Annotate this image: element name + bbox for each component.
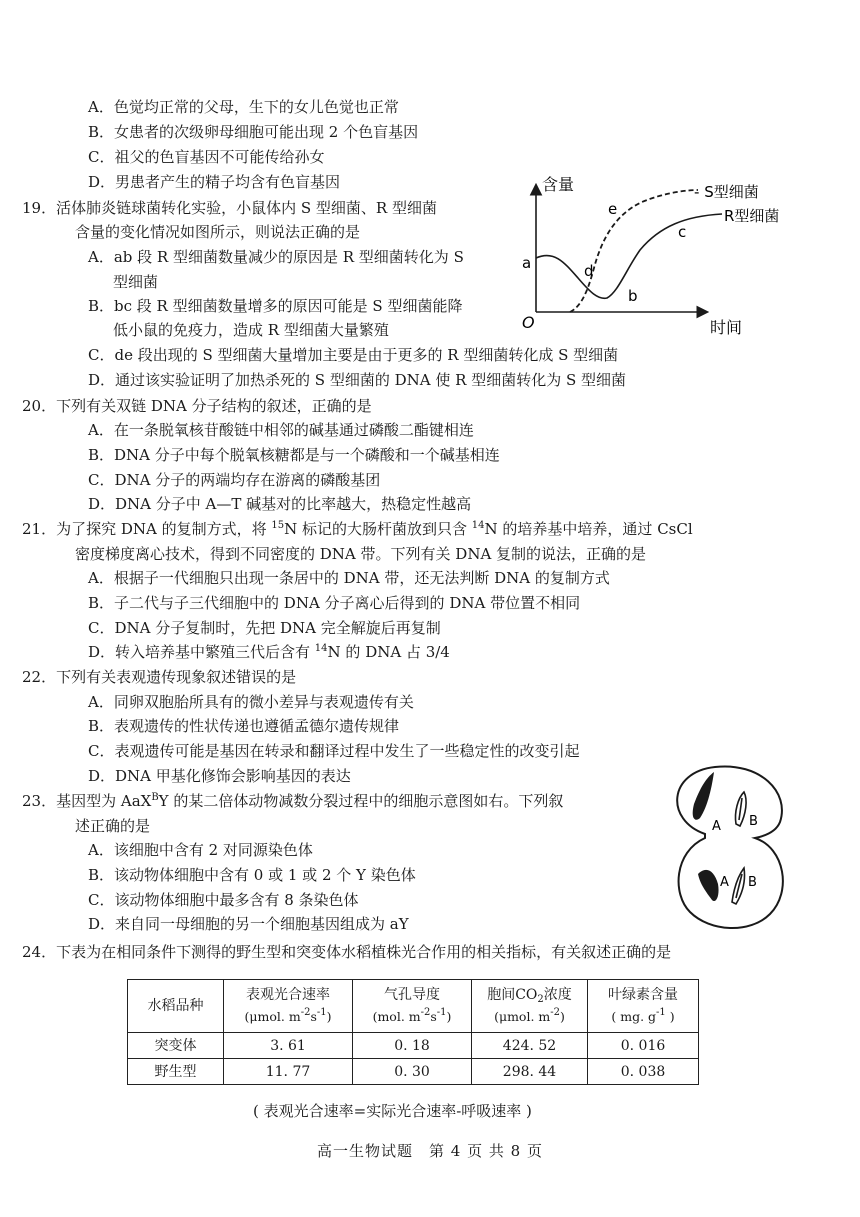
q19-stem-line1: 19．活体肺炎链球菌转化实验，小鼠体内 S 型细菌、R 型细菌 [22, 199, 437, 217]
page-footer: 高一生物试题 第 4 页 共 8 页 [317, 1142, 543, 1160]
q20-option-b: B．DNA 分子中每个脱氧核糖都是与一个磷酸和一个碱基相连 [88, 446, 500, 464]
q19-option-b-cont: 低小鼠的免疫力，造成 R 型细菌大量繁殖 [113, 321, 389, 339]
q21-option-b: B．子二代与子三代细胞中的 DNA 分子离心后得到的 DNA 带位置不相同 [88, 594, 581, 612]
unit-chlorophyll: ( mg. $g^{-1}$ ) [611, 1007, 675, 1024]
q19-option-b: B．bc 段 R 型细菌数量增多的原因可能是 S 型细菌能降 [88, 297, 463, 315]
q23-stem-part1: 23．基因型为 AaX [22, 792, 152, 810]
q20-option-d: D．DNA 分子中 A—T 碱基对的比率越大，热稳定性越高 [88, 495, 472, 513]
q19-option-d: D．通过该实验证明了加热杀死的 S 型细菌的 DNA 使 R 型细菌转化为 S 型细菌 [88, 371, 627, 389]
q21-option-c: C．DNA 分子复制时，先把 DNA 完全解旋后再复制 [88, 619, 441, 637]
cell-apparent-rate: 11. 77 [224, 1059, 353, 1085]
point-a: a [522, 254, 532, 272]
r-curve-label: R型细菌 [724, 207, 780, 225]
cell-outline [677, 766, 783, 928]
cell-co2: 298. 44 [472, 1059, 588, 1085]
n14-superscript: 14 [471, 520, 485, 531]
point-e: e [608, 200, 618, 218]
q18-option-c: C．祖父的色盲基因不可能传给孙女 [88, 148, 325, 166]
q23-option-b: B．该动物体细胞中含有 0 或 1 或 2 个 Y 染色体 [88, 866, 416, 884]
chromosome-bottom-left [698, 870, 719, 901]
origin-label: O [522, 313, 535, 332]
header-co2-concentration [472, 980, 588, 1033]
cell-co2: 424. 52 [472, 1033, 588, 1059]
q22-option-c: C．表观遗传可能是基因在转录和翻译过程中发生了一些稳定性的改变引起 [88, 742, 580, 760]
q21-stem-part1: 21．为了探究 DNA 的复制方式，将 [22, 520, 272, 538]
gene-a-bottom: A [720, 875, 729, 890]
n15-superscript: 15 [271, 520, 285, 531]
q23-option-d: D．来自同一母细胞的另一个细胞基因组成为 aY [88, 915, 409, 933]
point-b: b [628, 287, 638, 305]
xb-superscript: B [151, 792, 159, 803]
table-header-row [128, 980, 699, 1033]
cell-division-figure [660, 762, 800, 937]
header-apparent-rate-label: 表观光合速率 [246, 987, 330, 1003]
s-curve-label: - S型细菌 [694, 183, 759, 201]
q24-stem: 24．下表为在相同条件下测得的野生型和突变体水稻植株光合作用的相关指标，有关叙述正确的是 [22, 943, 672, 961]
q21-option-d [88, 642, 450, 662]
q21-stem-part2: N 标记的大肠杆菌放到只含 [284, 520, 472, 538]
unit-co2: (μmol. $m^{-2}$) [494, 1007, 565, 1024]
cell-apparent-rate: 3. 61 [224, 1033, 353, 1059]
q21-option-d-part2: N 的 DNA 占 3/4 [327, 643, 450, 661]
q19-option-a: A．ab 段 R 型细菌数量减少的原因是 R 型细菌转化为 S [88, 248, 464, 266]
cell-stomatal: 0. 30 [353, 1059, 472, 1085]
unit-stomatal: (mol. $m^{-2}s^{-1}$) [372, 1007, 452, 1024]
x-axis-label: 时间 [710, 318, 743, 337]
q22-option-d: D．DNA 甲基化修饰会影响基因的表达 [88, 767, 351, 785]
q18-option-d: D．男患者产生的精子均含有色盲基因 [88, 173, 341, 191]
q19-option-a-cont: 型细菌 [113, 273, 159, 291]
q22-stem: 22．下列有关表观遗传现象叙述错误的是 [22, 668, 297, 686]
gene-b-top: B [749, 814, 758, 829]
cell-chlorophyll: 0. 016 [588, 1033, 699, 1059]
r-bacteria-curve [536, 214, 722, 298]
gene-a-top: A [712, 819, 721, 834]
header-chlorophyll-label: 叶绿素含量 [608, 987, 678, 1003]
q18-option-a: A．色觉均正常的父母，生下的女儿色觉也正常 [88, 98, 399, 116]
header-stomatal-conductance [353, 980, 472, 1033]
q19-stem-line2: 含量的变化情况如图所示，则说法正确的是 [75, 223, 361, 241]
q23-option-c: C．该动物体细胞中最多含有 8 条染色体 [88, 891, 359, 909]
header-chlorophyll [588, 980, 699, 1033]
q21-option-a: A．根据子一代细胞只出现一条居中的 DNA 带，还无法判断 DNA 的复制方式 [88, 569, 610, 587]
header-apparent-rate [224, 980, 353, 1033]
cell-variety: 野生型 [128, 1059, 224, 1085]
q23-stem-line1 [22, 791, 563, 811]
cell-chlorophyll: 0. 038 [588, 1059, 699, 1085]
q21-stem-line1 [22, 519, 693, 539]
table-row-mutant [128, 1033, 699, 1059]
q23-stem-part2: Y 的某二倍体动物减数分裂过程中的细胞示意图如右。下列叙 [158, 792, 564, 810]
q20-stem: 20．下列有关双链 DNA 分子结构的叙述，正确的是 [22, 397, 372, 415]
q18-option-b: B．女患者的次级卵母细胞可能出现 2 个色盲基因 [88, 123, 419, 141]
q22-option-a: A．同卵双胞胎所具有的微小差异与表观遗传有关 [88, 693, 414, 711]
chromosome-top-right-stripe [739, 798, 742, 820]
cell-variety: 突变体 [128, 1033, 224, 1059]
cell-stomatal: 0. 18 [353, 1033, 472, 1059]
gene-b-bottom: B [748, 875, 757, 890]
q20-option-c: C．DNA 分子的两端均存在游离的磷酸基团 [88, 471, 381, 489]
header-co2-label: 胞间$CO_2$浓度 [487, 987, 572, 1005]
q20-option-a: A．在一条脱氧核苷酸链中相邻的碱基通过磷酸二酯键相连 [88, 421, 474, 439]
q23-option-a: A．该细胞中含有 2 对同源染色体 [88, 841, 313, 859]
photosynthesis-table [127, 979, 699, 1085]
unit-apparent-rate: (μmol. $m^{-2}s^{-1}$) [244, 1007, 332, 1024]
y-axis-label: 含量 [542, 175, 575, 194]
q21-stem-part3: N 的培养基中培养，通过 CsCl [484, 520, 693, 538]
bacteria-growth-figure [510, 170, 800, 345]
header-variety: 水稻品种 [128, 980, 224, 1033]
q21-stem-line2: 密度梯度离心技术，得到不同密度的 DNA 带。下列有关 DNA 复制的说法，正确的是 [75, 545, 647, 563]
table-row-wild [128, 1059, 699, 1085]
q19-option-c: C．de 段出现的 S 型细菌大量增加主要是由于更多的 R 型细菌转化成 S 型细菌 [88, 346, 619, 364]
point-c: c [678, 223, 687, 241]
point-d: d [584, 262, 594, 280]
q22-option-b: B．表观遗传的性状传递也遵循孟德尔遗传规律 [88, 717, 400, 735]
q23-stem-line2: 述正确的是 [75, 817, 151, 835]
q21-option-d-part1: D．转入培养基中繁殖三代后含有 [88, 643, 315, 661]
chromosome-top-left [693, 772, 714, 820]
table-note: ( 表观光合速率=实际光合速率-呼吸速率 ) [253, 1102, 532, 1120]
n14-superscript-d: 14 [314, 643, 328, 654]
header-stomatal-label: 气孔导度 [384, 987, 440, 1003]
